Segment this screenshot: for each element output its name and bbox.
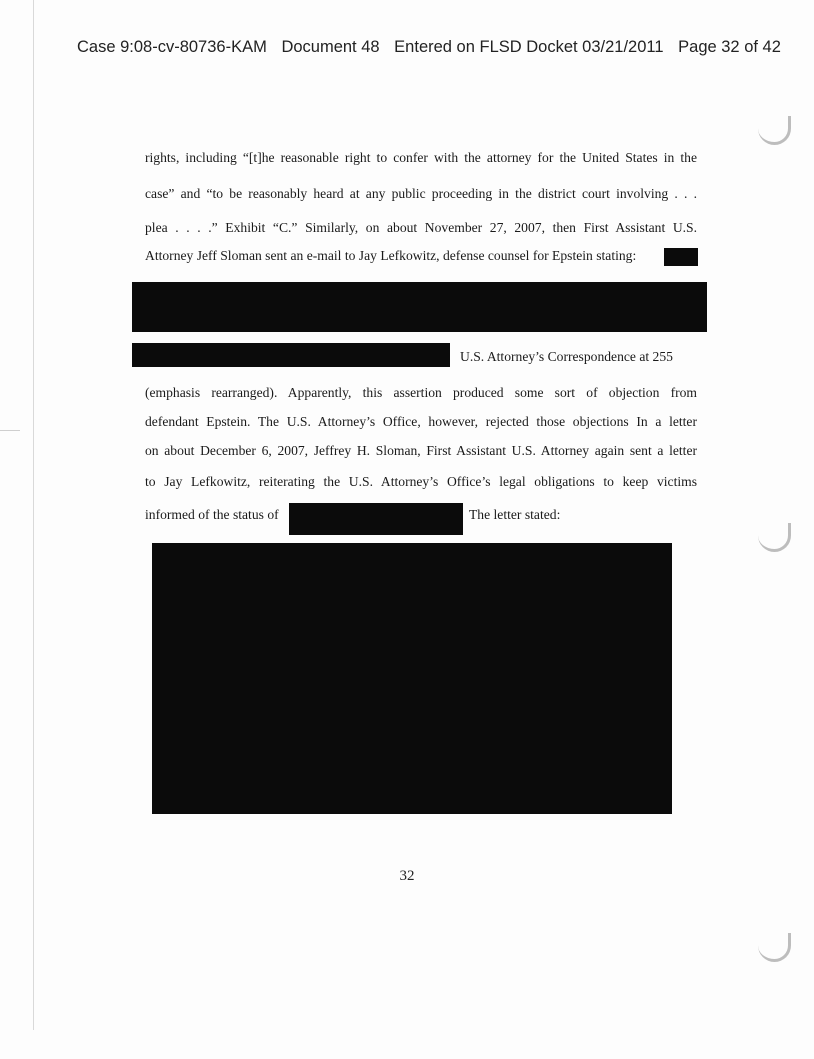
correspondence-citation: U.S. Attorney’s Correspondence at 255 bbox=[460, 349, 673, 364]
case-number: Case 9:08-cv-80736-KAM bbox=[77, 38, 267, 56]
redaction-block-2 bbox=[152, 543, 672, 814]
body-line-3: plea . . . .” Exhibit “C.” Similarly, on about November 27, 2007, then First Assistant U.S. bbox=[145, 220, 697, 235]
docket-entry-date: Entered on FLSD Docket 03/21/2011 bbox=[394, 38, 664, 56]
page-edge-mark bbox=[0, 430, 20, 431]
informed-status-text: informed of the status of bbox=[145, 507, 279, 522]
body-line-8: to Jay Lefkowitz, reiterating the U.S. Attorney’s Office’s legal obligations to keep victims bbox=[145, 474, 697, 489]
page-number: 32 bbox=[399, 868, 415, 884]
body-line-7: on about December 6, 2007, Jeffrey H. Sloman, First Assistant U.S. Attorney again sent a letter bbox=[145, 443, 697, 458]
redaction-inline-2 bbox=[132, 343, 450, 367]
body-line-2: case” and “to be reasonably heard at any public proceeding in the district court involving . . . bbox=[145, 186, 697, 201]
docket-header bbox=[77, 38, 781, 57]
redaction-inline-3 bbox=[289, 503, 463, 535]
binder-hole-middle bbox=[758, 523, 791, 552]
letter-stated-text: The letter stated: bbox=[469, 507, 561, 522]
binder-hole-bottom bbox=[758, 933, 791, 962]
redaction-block-1 bbox=[132, 282, 707, 332]
redaction-inline-1 bbox=[664, 248, 698, 266]
page-indicator: Page 32 of 42 bbox=[678, 38, 781, 56]
body-line-6: defendant Epstein. The U.S. Attorney’s Office, however, rejected those objections In a letter bbox=[145, 414, 697, 429]
document-number: Document 48 bbox=[281, 38, 380, 56]
binder-hole-top bbox=[758, 116, 791, 145]
body-line-5: (emphasis rearranged). Apparently, this assertion produced some sort of objection from bbox=[145, 385, 697, 400]
body-line-4: Attorney Jeff Sloman sent an e-mail to Jay Lefkowitz, defense counsel for Epstein stating: bbox=[145, 248, 637, 263]
body-line-1: rights, including “[t]he reasonable right to confer with the attorney for the United States in the bbox=[145, 150, 697, 165]
